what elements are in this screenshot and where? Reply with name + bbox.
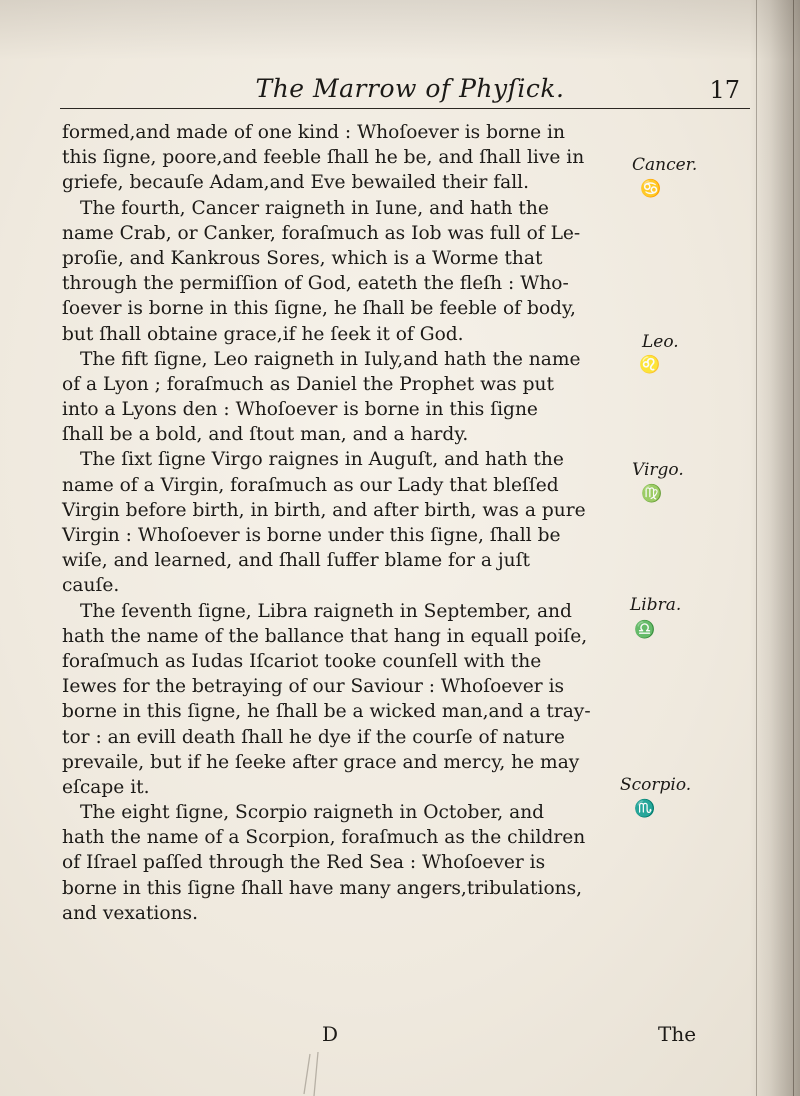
text-line: and vexations.	[62, 902, 198, 924]
text-line: griefe, becauſe Adam,and Eve bewailed their fall.	[62, 172, 530, 194]
show-through-marks-icon	[270, 1050, 370, 1096]
text-line: borne in this ſigne ſhall have many angers,tribulations,	[62, 877, 583, 899]
text-line: this ſigne, poore,and feeble ſhall he be, and ſhall live in	[62, 147, 585, 169]
text-line: The eight ſigne, Scorpio raigneth in October, and	[80, 802, 545, 824]
text-line: The ſixt ſigne Virgo raignes in Auguſt, and hath the	[80, 449, 564, 471]
margin-note-libra	[612, 595, 702, 615]
text-line: The ſeventh ſigne, Libra raigneth in September, and	[80, 600, 572, 622]
text-line: ſoever is borne in this ſigne, he ſhall be feeble of body,	[62, 298, 576, 320]
catchword: The	[658, 1022, 697, 1046]
margin-label-leo: Leo.	[642, 332, 679, 352]
margin-note-cancer	[612, 155, 702, 175]
text-line: of a Lyon ; foraſmuch as Daniel the Prophet was put	[62, 373, 554, 395]
text-line: foraſmuch as Iudas Iſcariot tooke counſell with the	[62, 650, 542, 672]
virgo-symbol-icon: ♍	[641, 484, 663, 504]
scorpio-symbol-icon: ♏	[634, 799, 656, 819]
margin-label-cancer: Cancer.	[632, 155, 698, 175]
text-line: of Iſrael paſſed through the Red Sea : Whoſoever is	[62, 852, 546, 874]
text-line: ſhall be a bold, and ſtout man, and a hardy.	[62, 424, 469, 446]
cancer-symbol-icon: ♋	[640, 179, 662, 199]
text-line: prevaile, but if he ſeeke after grace and mercy, he may	[62, 751, 580, 773]
margin-label-virgo: Virgo.	[632, 460, 684, 480]
text-line: through the permiſſion of God, eateth the fleſh : Who-	[62, 273, 569, 295]
text-line: The fourth, Cancer raigneth in Iune, and hath the	[80, 197, 549, 219]
text-line: cauſe.	[62, 575, 120, 597]
signature-mark: D	[322, 1022, 339, 1046]
margin-label-libra: Libra.	[630, 595, 682, 615]
text-line: Virgin before birth, in birth, and after birth, was a pure	[62, 499, 586, 521]
text-line: tor : an evill death ſhall he dye if the courſe of nature	[62, 726, 565, 748]
top-shadow	[0, 0, 800, 60]
libra-symbol-icon: ♎	[634, 620, 656, 640]
margin-note-scorpio	[612, 775, 702, 795]
page-header	[60, 70, 750, 110]
text-line: hath the name of the ballance that hang in equall poiſe,	[62, 625, 588, 647]
text-line: but ſhall obtaine grace,if he ſeek it of God.	[62, 323, 464, 345]
text-line: name of a Virgin, foraſmuch as our Lady that bleſſed	[62, 474, 559, 496]
text-line: Virgin : Whoſoever is borne under this ſigne, ſhall be	[62, 525, 561, 546]
page-number: 17	[709, 76, 740, 104]
text-line: formed,and made of one kind : Whoſoever is borne in	[62, 122, 565, 143]
text-line: borne in this ſigne, he ſhall be a wicked man,and a tray-	[62, 701, 591, 723]
margin-note-leo	[612, 332, 702, 352]
text-line: Iewes for the betraying of our Saviour : Whoſoever is	[62, 676, 565, 698]
text-line: The fift ſigne, Leo raigneth in Iuly,and hath the name	[80, 348, 581, 370]
text-line: eſcape it.	[62, 776, 150, 798]
margin-note-virgo	[612, 460, 702, 480]
header-rule	[60, 108, 750, 109]
text-line: proſie, and Kankrous Sores, which is a Worme that	[62, 247, 543, 269]
running-title: The Marrow of Phyſick.	[255, 74, 565, 103]
text-line: into a Lyons den : Whoſoever is borne in this ſigne	[62, 399, 538, 421]
margin-label-scorpio: Scorpio.	[620, 775, 692, 795]
leo-symbol-icon: ♌	[639, 355, 661, 375]
text-line: name Crab, or Canker, foraſmuch as Iob was full of Le-	[62, 222, 581, 244]
page-footer	[60, 1022, 760, 1052]
body-text	[62, 120, 591, 926]
text-line: wiſe, and learned, and ſhall ſuffer blame for a juſt	[62, 550, 531, 572]
binding-edge	[756, 0, 794, 1096]
text-line: hath the name of a Scorpion, foraſmuch as the children	[62, 827, 586, 849]
